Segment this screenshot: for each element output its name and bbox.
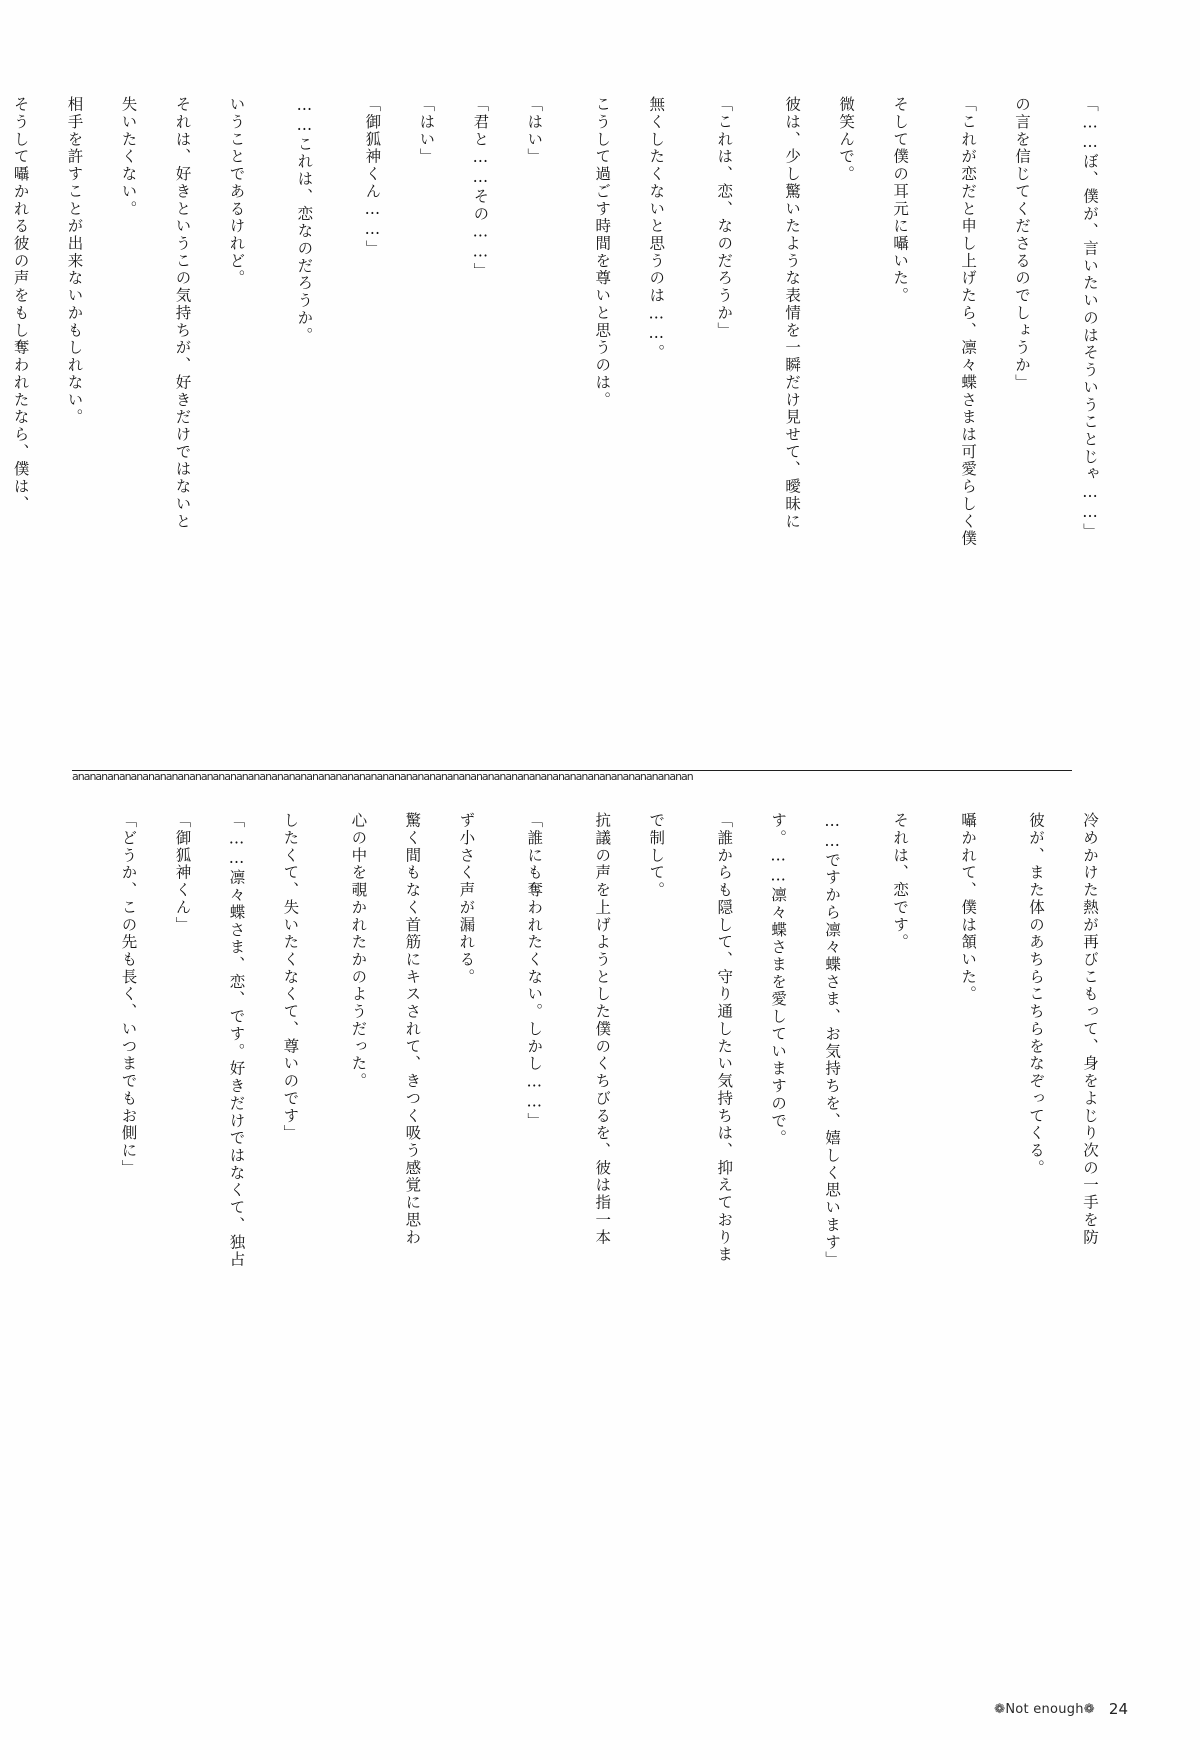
bottom-text-section xyxy=(93,812,1108,1602)
section-divider-pattern: ananananananananananananananananananananananananananananananananananananananananananananananananananananan xyxy=(72,772,693,782)
text-column: 冷めかけた熱が再びこもって、身をよじり次の一手を防 xyxy=(1081,812,1099,1246)
text-column: 「御狐神くん」 xyxy=(173,812,192,934)
text-column: したくて、失いたくなくて、尊いのです」 xyxy=(281,812,300,1142)
text-column: す。……凛々蝶さまを愛していますので。 xyxy=(769,812,788,1147)
page-number: 24 xyxy=(1108,1700,1128,1718)
text-column: いうことであるけれど。 xyxy=(227,96,246,287)
text-column: 抗議の声を上げようとした僕のくちびるを、彼は指一本 xyxy=(593,812,612,1246)
text-column: 「これは、恋、なのだろうか」 xyxy=(715,96,734,340)
text-column: で制して。 xyxy=(647,812,666,899)
text-column: の言を信じてくださるのでしょうか」 xyxy=(1013,96,1032,392)
top-text-section xyxy=(0,96,1108,736)
text-column: 「誰からも隠して、守り通したい気持ちは、抑えておりま xyxy=(715,812,734,1264)
text-column: 「どうか、この先も長く、いつまでもお側に」 xyxy=(119,812,138,1177)
page-footer xyxy=(994,1700,1128,1718)
text-column: 相手を許すことが出来ないかもしれない。 xyxy=(65,96,84,426)
text-column: 「御狐神くん……」 xyxy=(363,96,382,258)
text-column: 心の中を覗かれたかのようだった。 xyxy=(349,812,368,1090)
text-column: 「君と……その……」 xyxy=(471,96,490,280)
text-column: 驚く間もなく首筋にキスされて、きつく吸う感覚に思わ xyxy=(403,812,422,1246)
text-column: 無くしたくないと思うのは……。 xyxy=(647,96,666,362)
text-column: 失いたくない。 xyxy=(119,96,138,218)
text-column: ……これは、恋なのだろうか。 xyxy=(295,96,314,345)
text-column: それは、恋です。 xyxy=(891,812,910,951)
text-column: こうして過ごす時間を尊いと思うのは。 xyxy=(593,96,612,409)
text-column: 「……凛々蝶さま、恋、です。好きだけではなくて、独占 xyxy=(227,812,246,1269)
text-column: 囁かれて、僕は頷いた。 xyxy=(959,812,978,1003)
text-column: ず小さく声が漏れる。 xyxy=(457,812,476,986)
section-divider-line xyxy=(72,770,1072,771)
text-column: ……ですから凛々蝶さま、お気持ちを、嬉しく思います」 xyxy=(823,812,842,1269)
text-column: 彼は、少し驚いたような表情を一瞬だけ見せて、曖昧に xyxy=(783,96,802,530)
text-column: 「……ぼ、僕が、言いたいのはそういうことじゃ……」 xyxy=(1081,96,1099,540)
text-column: そして僕の耳元に囁いた。 xyxy=(891,96,910,305)
text-column: そうして囁かれる彼の声をもし奪われたなら、僕は、 xyxy=(11,96,30,513)
text-column: 「これが恋だと申し上げたら、凛々蝶さまは可愛らしく僕 xyxy=(959,96,978,548)
text-column: それは、好きというこの気持ちが、好きだけではないと xyxy=(173,96,192,530)
text-column: 「はい」 xyxy=(525,96,544,166)
text-column: 「誰にも奪われたくない。しかし……」 xyxy=(525,812,544,1130)
text-column: 微笑んで。 xyxy=(837,96,856,183)
text-column: 彼が、また体のあちらこちらをなぞってくる。 xyxy=(1027,812,1046,1177)
footer-title: ❁Not enough❁ xyxy=(994,1701,1095,1717)
text-column: 「はい」 xyxy=(417,96,436,166)
